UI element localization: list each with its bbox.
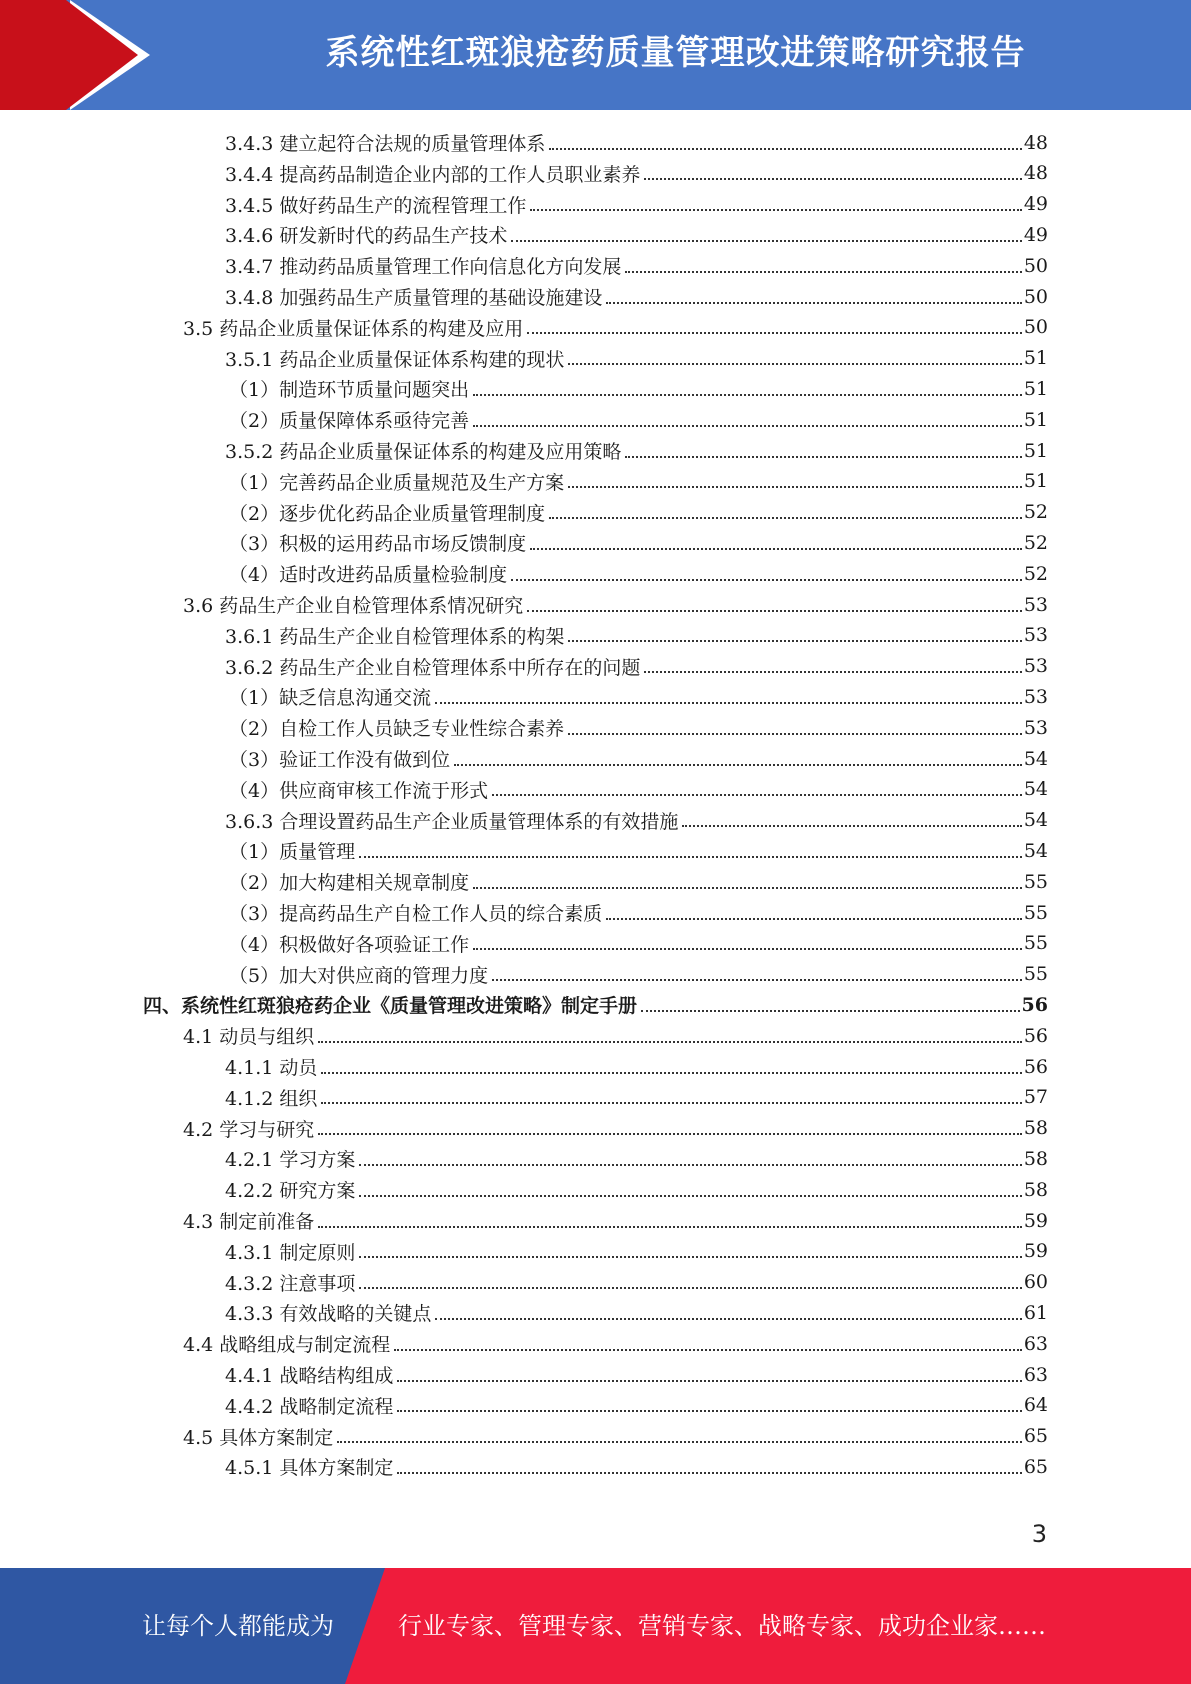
toc-entry-page: 63 <box>1023 1332 1048 1355</box>
toc-entry[interactable] <box>225 1297 1048 1328</box>
toc-entry[interactable] <box>183 1328 1048 1359</box>
toc-entry-page: 51 <box>1023 439 1048 462</box>
toc-entry-label: 3.4.3 建立起符合法规的质量管理体系 <box>225 133 546 155</box>
toc-dot-leader <box>359 1164 1021 1166</box>
toc-entry[interactable] <box>229 497 1048 528</box>
toc-dot-leader <box>511 240 1021 242</box>
toc-entry-page: 51 <box>1023 377 1048 400</box>
toc-entry[interactable] <box>183 1205 1048 1236</box>
header-red-arrow <box>66 0 138 110</box>
toc-entry-label: （2）加大构建相关规章制度 <box>229 872 470 895</box>
toc-entry-page: 53 <box>1023 624 1048 647</box>
toc-entry-page: 48 <box>1023 131 1048 154</box>
toc-entry[interactable] <box>225 1143 1048 1174</box>
page-header <box>0 0 1191 110</box>
toc-entry-page: 65 <box>1023 1425 1048 1448</box>
toc-entry-page: 54 <box>1023 839 1048 862</box>
toc-entry-label: （4）适时改进药品质量检验制度 <box>229 564 508 587</box>
toc-entry-page: 53 <box>1023 685 1048 708</box>
toc-dot-leader <box>530 548 1022 550</box>
toc-entry-label: 4.5.1 具体方案制定 <box>225 1457 394 1480</box>
toc-entry-page: 56 <box>1021 993 1048 1016</box>
toc-dot-leader <box>321 1072 1021 1074</box>
toc-dot-leader <box>359 1256 1021 1258</box>
toc-entry-page: 61 <box>1023 1301 1048 1324</box>
toc-dot-leader <box>641 1010 1020 1012</box>
toc-entry-page: 65 <box>1023 1455 1048 1478</box>
toc-entry-label: 4.3.1 制定原则 <box>225 1241 356 1264</box>
toc-dot-leader <box>606 918 1022 920</box>
toc-entry-label: 4.4 战略组成与制定流程 <box>183 1334 391 1357</box>
toc-entry-label: （1）制造环节质量问题突出 <box>229 379 470 402</box>
toc-entry-label: （1）缺乏信息沟通交流 <box>229 687 432 710</box>
toc-entry-label: 4.2.1 学习方案 <box>225 1149 356 1172</box>
toc-dot-leader <box>530 209 1021 211</box>
toc-dot-leader <box>473 425 1022 427</box>
toc-dot-leader <box>625 456 1021 458</box>
toc-entry[interactable] <box>143 989 1048 1020</box>
toc-entry[interactable] <box>225 651 1048 682</box>
toc-entry[interactable] <box>229 743 1048 774</box>
footer-slogan-left: 让每个人都能成为 <box>142 1612 334 1640</box>
toc-entry[interactable] <box>225 250 1048 281</box>
toc-entry[interactable] <box>225 1051 1048 1082</box>
toc-entry-page: 55 <box>1023 932 1048 955</box>
toc-entry-page: 55 <box>1023 901 1048 924</box>
toc-dot-leader <box>359 1195 1021 1197</box>
toc-entry[interactable] <box>183 312 1048 343</box>
toc-entry-page: 60 <box>1023 1271 1048 1294</box>
toc-entry[interactable] <box>183 1421 1048 1452</box>
toc-dot-leader <box>454 764 1022 766</box>
toc-entry[interactable] <box>229 681 1048 712</box>
toc-entry[interactable] <box>183 1113 1048 1144</box>
toc-entry-label: 3.4.7 推动药品质量管理工作向信息化方向发展 <box>225 256 622 279</box>
toc-entry[interactable] <box>229 558 1048 589</box>
toc-entry-label: 四、系统性红斑狼疮药企业《质量管理改进策略》制定手册 <box>143 995 638 1018</box>
toc-entry-page: 50 <box>1023 254 1048 277</box>
toc-entry[interactable] <box>225 1359 1048 1390</box>
toc-entry-page: 55 <box>1023 870 1048 893</box>
toc-dot-leader <box>682 825 1021 827</box>
toc-entry[interactable] <box>229 466 1048 497</box>
toc-entry[interactable] <box>225 189 1048 220</box>
footer-blue-slant <box>345 1568 385 1684</box>
toc-entry-label: 3.6.1 药品生产企业自检管理体系的构架 <box>225 625 565 648</box>
toc-entry-label: 3.5 药品企业质量保证体系的构建及应用 <box>183 317 524 340</box>
toc-dot-leader <box>568 486 1022 488</box>
toc-entry-label: 4.1.2 组织 <box>225 1087 318 1110</box>
toc-entry-label: （4）积极做好各项验证工作 <box>229 933 470 956</box>
toc-entry-page: 64 <box>1023 1394 1048 1417</box>
toc-entry-label: （3）验证工作没有做到位 <box>229 749 451 771</box>
toc-dot-leader <box>492 794 1022 796</box>
toc-entry-page: 53 <box>1023 593 1048 616</box>
toc-entry-label: 3.4.6 研发新时代的药品生产技术 <box>225 225 508 248</box>
toc-entry-label: 4.5 具体方案制定 <box>183 1426 334 1449</box>
toc-entry[interactable] <box>229 712 1048 743</box>
toc-entry[interactable] <box>225 805 1048 836</box>
toc-dot-leader <box>644 671 1021 673</box>
page-footer <box>0 1568 1191 1684</box>
toc-dot-leader <box>644 178 1021 180</box>
toc-entry-label: （3）提高药品生产自检工作人员的综合素质 <box>229 903 603 925</box>
toc-entry-label: 3.4.4 提高药品制造企业内部的工作人员职业素养 <box>225 163 641 186</box>
toc-entry-label: （2）质量保障体系亟待完善 <box>229 410 470 433</box>
toc-entry-page: 58 <box>1023 1178 1048 1201</box>
toc-entry[interactable] <box>225 219 1048 250</box>
toc-dot-leader <box>568 363 1021 365</box>
toc-entry-label: （2）自检工作人员缺乏专业性综合素养 <box>229 718 565 741</box>
toc-entry[interactable] <box>225 1451 1048 1482</box>
toc-entry[interactable] <box>229 373 1048 404</box>
toc-entry[interactable] <box>183 1020 1048 1051</box>
toc-dot-leader <box>473 394 1022 396</box>
toc-entry[interactable] <box>225 1267 1048 1298</box>
page-number: 3 <box>1031 1520 1047 1548</box>
toc-entry[interactable] <box>183 589 1048 620</box>
toc-entry-label: （1）完善药品企业质量规范及生产方案 <box>229 471 565 494</box>
toc-entry-label: 3.6.3 合理设置药品生产企业质量管理体系的有效措施 <box>225 810 679 833</box>
toc-entry-label: 3.6.2 药品生产企业自检管理体系中所存在的问题 <box>225 656 641 679</box>
toc-entry[interactable] <box>225 158 1048 189</box>
toc-entry-page: 54 <box>1023 778 1048 801</box>
toc-entry-label: 3.4.5 做好药品生产的流程管理工作 <box>225 194 527 217</box>
toc-entry-page: 53 <box>1023 655 1048 678</box>
toc-entry-page: 49 <box>1023 193 1048 216</box>
toc-dot-leader <box>549 148 1021 150</box>
toc-entry-page: 52 <box>1023 501 1048 524</box>
toc-entry-page: 52 <box>1023 531 1048 554</box>
toc-dot-leader <box>473 948 1022 950</box>
toc-dot-leader <box>549 517 1022 519</box>
toc-entry[interactable] <box>225 435 1048 466</box>
toc-dot-leader <box>625 271 1021 273</box>
toc-dot-leader <box>397 1380 1021 1382</box>
document-title: 系统性红斑狼疮药质量管理改进策略研究报告 <box>325 33 1026 73</box>
toc-entry-label: （5）加大对供应商的管理力度 <box>229 964 489 987</box>
toc-dot-leader <box>435 1318 1021 1320</box>
toc-dot-leader <box>397 1410 1021 1412</box>
toc-entry-page: 54 <box>1023 747 1048 770</box>
toc-dot-leader <box>527 332 1022 334</box>
toc-entry-label: 4.4.2 战略制定流程 <box>225 1395 394 1418</box>
toc-entry[interactable] <box>225 127 1048 158</box>
toc-entry-label: 3.5.1 药品企业质量保证体系构建的现状 <box>225 348 565 371</box>
toc-entry-label: （3）积极的运用药品市场反馈制度 <box>229 533 527 556</box>
toc-entry-page: 57 <box>1023 1086 1048 1109</box>
header-red-block <box>0 0 66 110</box>
toc-entry-page: 48 <box>1023 162 1048 185</box>
toc-entry-label: 3.5.2 药品企业质量保证体系的构建及应用策略 <box>225 441 622 463</box>
toc-dot-leader <box>568 640 1021 642</box>
toc-entry-page: 52 <box>1023 562 1048 585</box>
toc-entry-label: 4.3.3 有效战略的关键点 <box>225 1303 432 1326</box>
toc-dot-leader <box>337 1441 1022 1443</box>
toc-entry-page: 50 <box>1023 316 1048 339</box>
toc-entry-page: 59 <box>1023 1240 1048 1263</box>
toc-dot-leader <box>435 702 1022 704</box>
toc-entry-label: 4.4.1 战略结构组成 <box>225 1365 394 1387</box>
toc-entry-label: 4.3 制定前准备 <box>183 1211 315 1233</box>
toc-entry-page: 54 <box>1023 809 1048 832</box>
toc-entry[interactable] <box>229 527 1048 558</box>
toc-entry-page: 58 <box>1023 1147 1048 1170</box>
toc-entry[interactable] <box>225 620 1048 651</box>
toc-entry[interactable] <box>225 1390 1048 1421</box>
toc-dot-leader <box>511 579 1022 581</box>
toc-entry-page: 53 <box>1023 716 1048 739</box>
toc-dot-leader <box>606 302 1021 304</box>
toc-entry-label: 4.1.1 动员 <box>225 1057 318 1079</box>
toc-entry-page: 50 <box>1023 285 1048 308</box>
toc-entry[interactable] <box>229 866 1048 897</box>
toc-entry-page: 49 <box>1023 223 1048 246</box>
toc-dot-leader <box>359 856 1022 858</box>
toc-entry-label: 3.6 药品生产企业自检管理体系情况研究 <box>183 595 524 617</box>
toc-dot-leader <box>568 733 1022 735</box>
toc-dot-leader <box>321 1102 1021 1104</box>
toc-entry[interactable] <box>229 404 1048 435</box>
toc-entry-page: 51 <box>1023 470 1048 493</box>
toc-entry[interactable] <box>229 959 1048 990</box>
toc-dot-leader <box>473 887 1022 889</box>
toc-entry-label: 4.2.2 研究方案 <box>225 1180 356 1203</box>
toc-entry[interactable] <box>225 1236 1048 1267</box>
toc-entry[interactable] <box>225 1082 1048 1113</box>
toc-entry-label: （2）逐步优化药品企业质量管理制度 <box>229 502 546 525</box>
toc-dot-leader <box>492 979 1022 981</box>
toc-entry-page: 59 <box>1023 1209 1048 1232</box>
footer-slogan-right: 行业专家、管理专家、营销专家、战略专家、成功企业家…… <box>398 1612 1046 1640</box>
toc-entry[interactable] <box>225 281 1048 312</box>
toc-dot-leader <box>318 1041 1022 1043</box>
toc-entry-page: 55 <box>1023 963 1048 986</box>
toc-entry-label: 4.3.2 注意事项 <box>225 1272 356 1295</box>
toc-dot-leader <box>318 1226 1022 1228</box>
toc-entry[interactable] <box>229 774 1048 805</box>
toc-entry-label: 4.2 学习与研究 <box>183 1118 315 1141</box>
toc-entry-label: （1）质量管理 <box>229 841 356 864</box>
toc-dot-leader <box>527 610 1022 612</box>
toc-entry[interactable] <box>229 835 1048 866</box>
toc-dot-leader <box>359 1287 1021 1289</box>
toc-entry[interactable] <box>225 1174 1048 1205</box>
toc-entry-label: 3.4.8 加强药品生产质量管理的基础设施建设 <box>225 287 603 309</box>
toc-entry[interactable] <box>229 897 1048 928</box>
toc-entry-page: 56 <box>1023 1024 1048 1047</box>
toc-entry-label: 4.1 动员与组织 <box>183 1026 315 1049</box>
toc-entry-page: 56 <box>1023 1055 1048 1078</box>
toc-entry-page: 51 <box>1023 347 1048 370</box>
toc-entry-label: （4）供应商审核工作流于形式 <box>229 779 489 802</box>
toc-entry-page: 51 <box>1023 408 1048 431</box>
toc-entry-page: 63 <box>1023 1363 1048 1386</box>
toc-entry[interactable] <box>225 343 1048 374</box>
toc-entry-page: 58 <box>1023 1117 1048 1140</box>
toc-dot-leader <box>397 1472 1021 1474</box>
toc-entry[interactable] <box>229 928 1048 959</box>
toc-dot-leader <box>318 1133 1022 1135</box>
toc-dot-leader <box>394 1349 1022 1351</box>
